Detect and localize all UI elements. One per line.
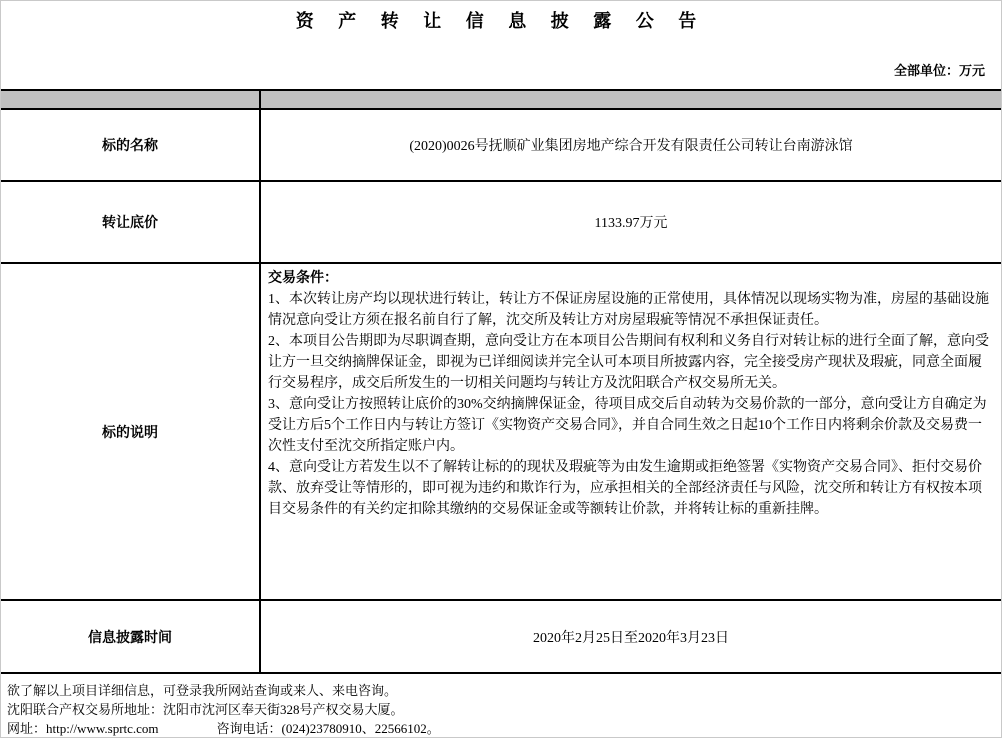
row-label-subject-description: 标的说明	[1, 264, 261, 599]
footer-line-contact: 欲了解以上项目详细信息，可登录我所网站查询或来人、来电咨询。	[7, 683, 398, 698]
header-value-cell	[261, 91, 1001, 108]
row-label-disclosure-period: 信息披露时间	[1, 601, 261, 672]
footer-website: 网址：http://www.sprtc.com	[7, 721, 159, 736]
page-title: 资 产 转 让 信 息 披 露 公 告	[295, 11, 707, 31]
trade-condition-item: 1、本次转让房产均以现状进行转让，转让方不保证房屋设施的正常使用，具体情况以现场实物为准，房屋的基础设施情况意向受让方须在报名前自行了解，沈交所及转让方对房屋瑕疵等情况不承担保证责任。	[268, 292, 989, 328]
table-row	[1, 601, 1001, 672]
header-label-cell	[1, 91, 261, 108]
trade-condition-item: 3、意向受让方按照转让底价的30%交纳摘牌保证金，待项目成交后自动转为交易价款的一部分，意向受让方自确定为受让方后5个工作日内与转让方签订《实物资产交易合同》，并自合同生效之日起10个工作日内将剩余价款及交易费一次性支付至沈交所指定账户内。	[268, 397, 987, 454]
row-value-subject-name: (2020)0026号抚顺矿业集团房地产综合开发有限责任公司转让台南游泳馆	[409, 139, 853, 154]
footer	[1, 674, 1001, 738]
table-row	[1, 110, 1001, 182]
row-value-disclosure-period: 2020年2月25日至2020年3月23日	[533, 630, 729, 646]
disclosure-table	[1, 89, 1001, 674]
trade-conditions-heading: 交易条件：	[268, 271, 338, 286]
table-header-row	[1, 91, 1001, 110]
row-label-subject-name: 标的名称	[1, 110, 261, 180]
trade-condition-item: 4、意向受让方若发生以不了解转让标的的现状及瑕疵等为由发生逾期或拒绝签署《实物资产交易合同》、拒付交易价款、放弃受让等情形的，即可视为违约和欺诈行为，应承担相关的全部经济责任与风险，沈交所和转让方有权按本项目交易条件的有关约定扣除其缴纳的交易保证金或等额转让价款，并将转让标的重新挂牌。	[268, 460, 982, 517]
footer-line-address: 沈阳联合产权交易所地址：沈阳市沈河区奉天街328号产权交易大厦。	[7, 702, 404, 717]
trade-condition-item: 2、本项目公告期即为尽职调查期，意向受让方在本项目公告期间有权利和义务自行对转让标的进行全面了解，意向受让方一旦交纳摘牌保证金，即视为已详细阅读并完全认可本项目所披露内容，完全接受房产现状及瑕疵，同意全面履行交易程序，成交后所发生的一切相关问题均与转让方及沈阳联合产权交易所无关。	[268, 334, 989, 391]
unit-note: 全部单位：万元	[893, 63, 985, 78]
row-label-base-price: 转让底价	[1, 182, 261, 262]
footer-line-web-phone	[7, 719, 995, 738]
row-value-base-price: 1133.97万元	[594, 216, 668, 231]
table-row	[1, 182, 1001, 264]
footer-phone: 咨询电话：(024)23780910、22566102。	[216, 721, 440, 736]
table-row	[1, 264, 1001, 601]
row-value-subject-description	[261, 264, 1001, 599]
